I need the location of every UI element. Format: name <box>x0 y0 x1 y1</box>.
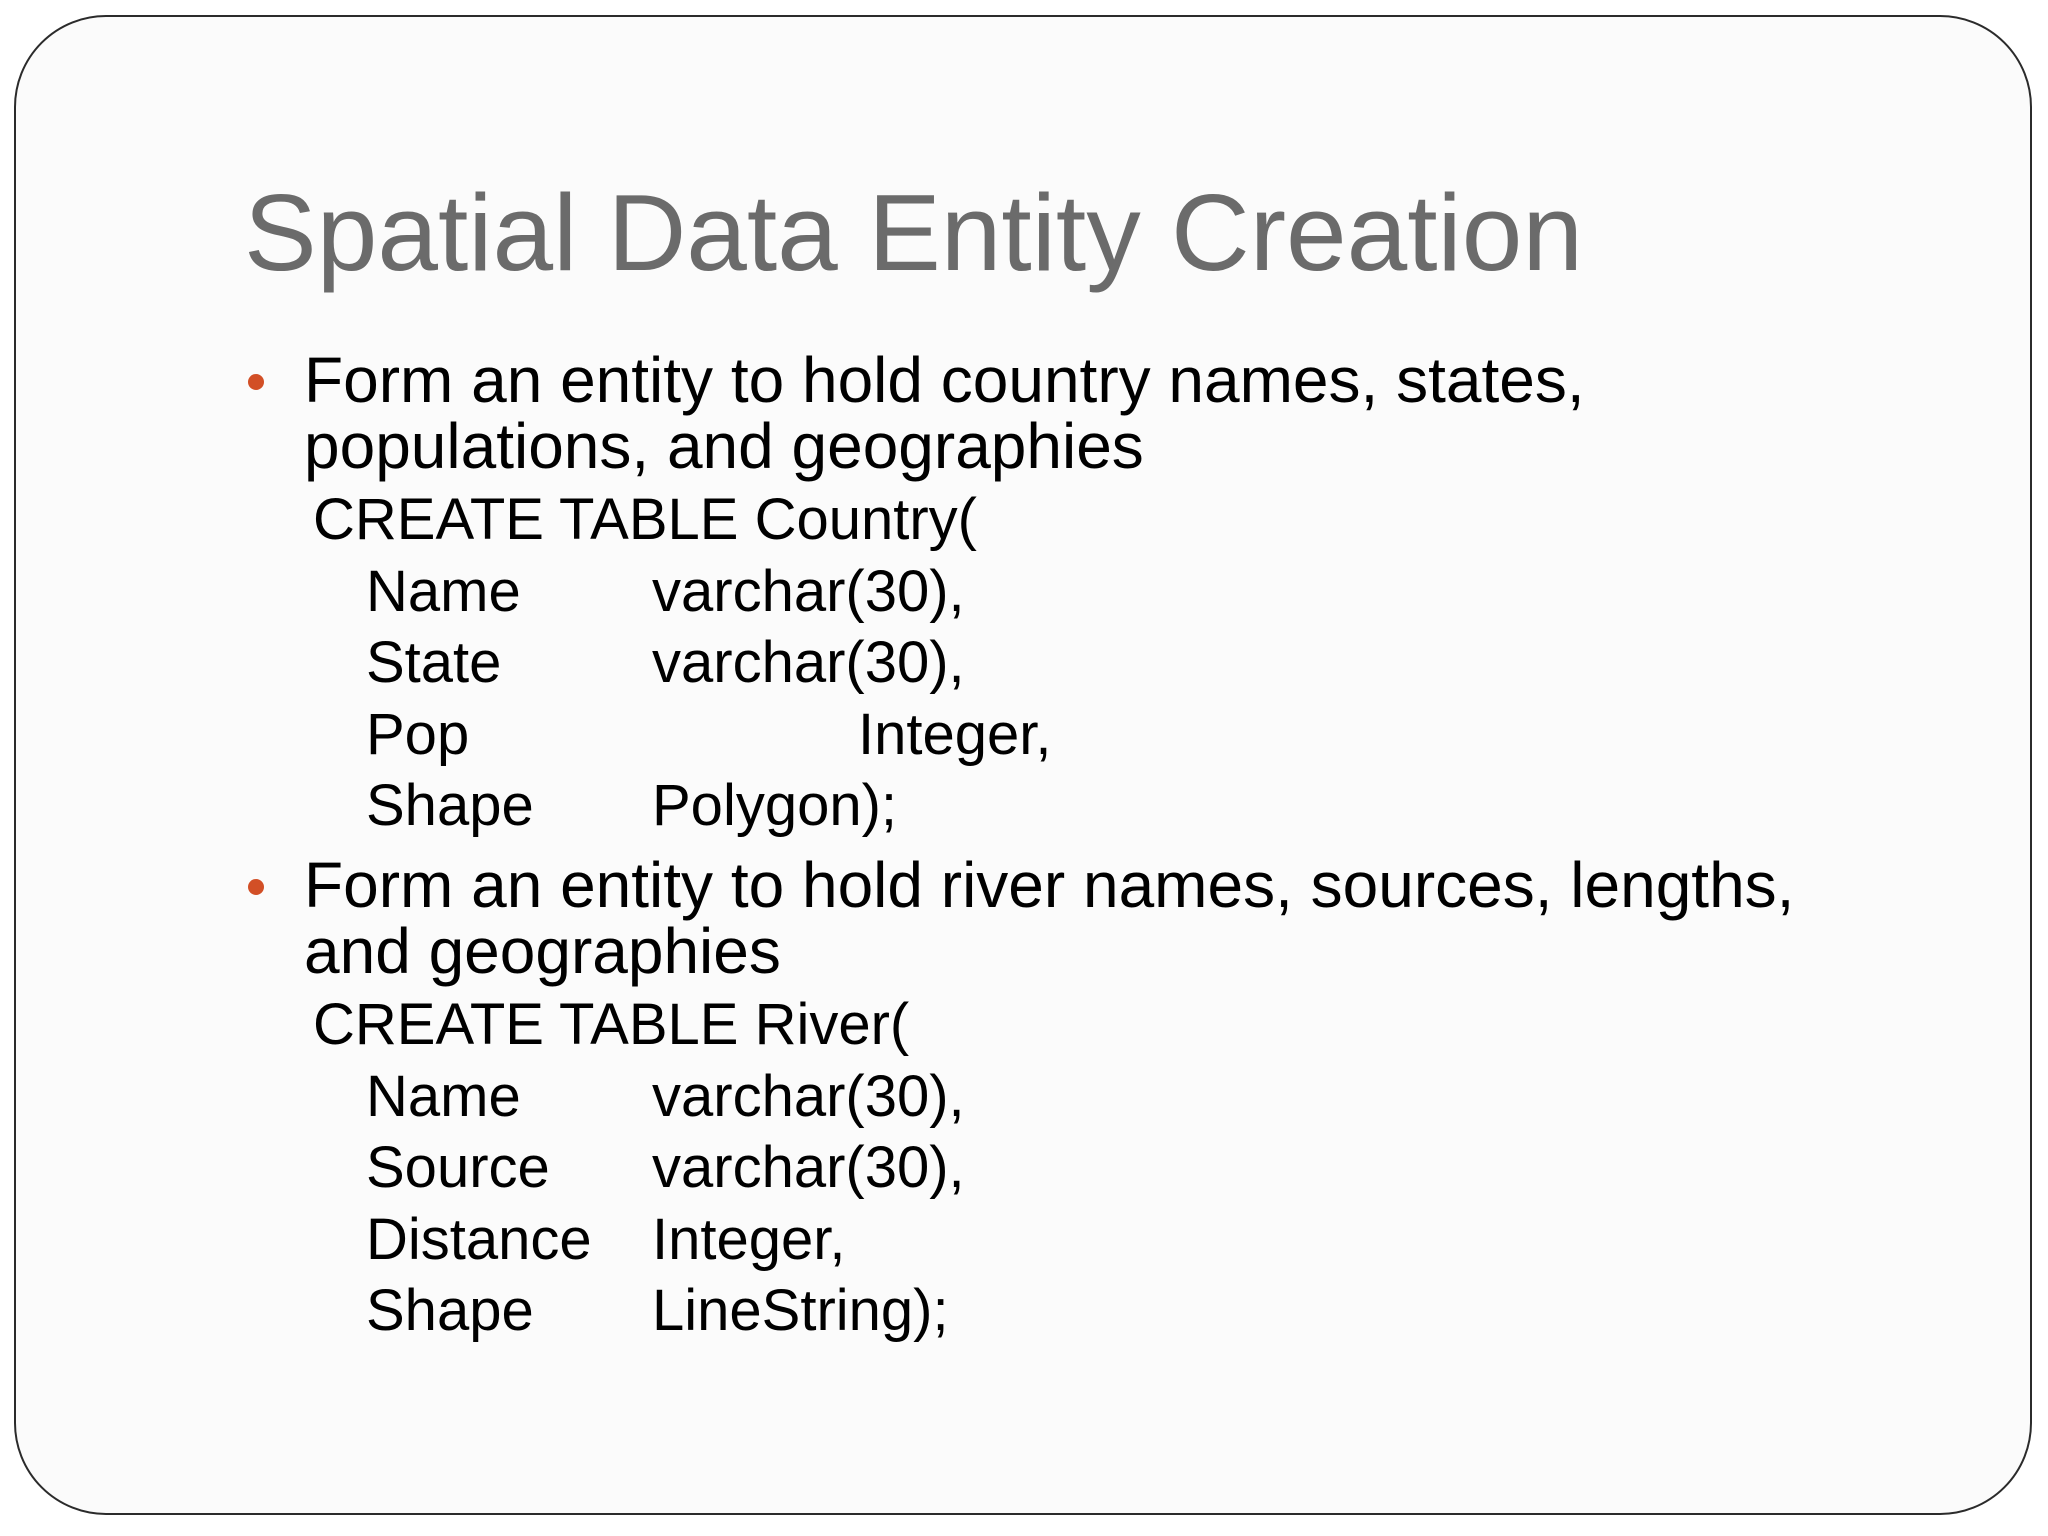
bullet-dot-1 <box>248 374 264 390</box>
river-col-distance: Distance <box>366 1207 592 1272</box>
bullet-2-line-2: and geographies <box>304 915 781 987</box>
river-col-name: Name <box>366 1064 521 1129</box>
sql-create-country: CREATE TABLE Country( <box>313 487 977 552</box>
sql-create-river: CREATE TABLE River( <box>313 992 910 1057</box>
country-col-pop-type: Integer, <box>858 702 1052 767</box>
slide-title: Spatial Data Entity Creation <box>244 172 1583 294</box>
river-col-shape-type: LineString); <box>652 1278 949 1343</box>
country-col-state: State <box>366 630 502 695</box>
country-col-shape-type: Polygon); <box>652 773 898 838</box>
slide-frame <box>14 15 2032 1515</box>
country-col-pop: Pop <box>366 702 470 767</box>
bullet-1-line-1: Form an entity to hold country names, states, <box>304 344 1585 416</box>
river-col-source: Source <box>366 1135 550 1200</box>
river-col-source-type: varchar(30), <box>652 1135 965 1200</box>
country-col-name-type: varchar(30), <box>652 559 965 624</box>
country-col-name: Name <box>366 559 521 624</box>
bullet-dot-2 <box>248 879 264 895</box>
country-col-state-type: varchar(30), <box>652 630 965 695</box>
river-col-shape: Shape <box>366 1278 534 1343</box>
bullet-1-line-2: populations, and geographies <box>304 410 1144 482</box>
river-col-distance-type: Integer, <box>652 1207 846 1272</box>
river-col-name-type: varchar(30), <box>652 1064 965 1129</box>
bullet-2-line-1: Form an entity to hold river names, sources, lengths, <box>304 849 1795 921</box>
country-col-shape: Shape <box>366 773 534 838</box>
